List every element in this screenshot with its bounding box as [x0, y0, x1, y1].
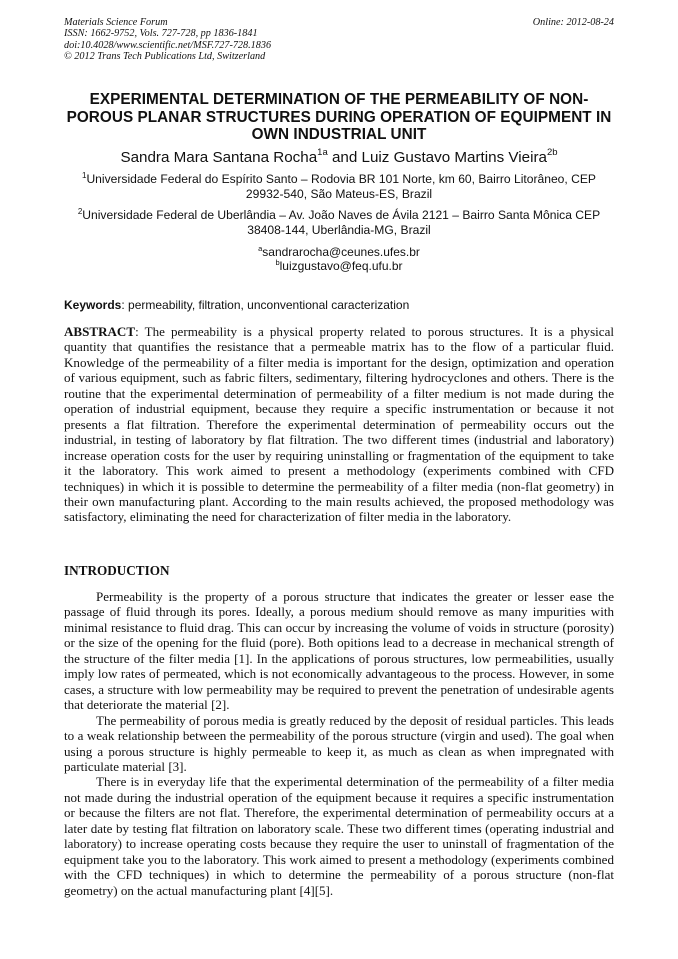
intro-paragraph-3: There is in everyday life that the experimental determination of the permeability of a filter media not made during the industrial operation of the equipment because it requires a specific instrumentation or because the filters are not flat. Therefore, the experimental determination of permeability occurs at a later date by testing flat filtration on laboratory scale. These two different times (operating industrial and laboratory) to increase operating costs because they require the user to uninstall of fragmentation of the equipment take you to the laboratory. This work aimed to present a methodology (experiments combined with the CFD techniques) in which to determine the permeability of a porous structure (non-flat geometry) on the actual manufacturing plant [4][5].	[64, 774, 614, 898]
author-1: Sandra Mara Santana Rocha	[120, 149, 318, 167]
issn-line: ISSN: 1662-9752, Vols. 727-728, pp 1836-1841	[64, 28, 258, 40]
affiliation-1	[62, 172, 616, 203]
author-2: Luiz Gustavo Martins Vieira	[361, 149, 547, 167]
copyright-line: © 2012 Trans Tech Publications Ltd, Switzerland	[64, 51, 266, 63]
affiliation-1-text: Universidade Federal do Espírito Santo – Rodovia BR 101 Norte, km 60, Bairro Litorâneo, CEP 29932-540, São Mateus-ES, Brazil	[86, 172, 596, 202]
intro-paragraph-2: The permeability of porous media is greatly reduced by the deposit of residual particles. This leads to a weak relationship between the permeability of the porous structure (virgin and used). The goal when using a porous structure is highly permeable to keep it, as much as clean as when impregnated with particulate material [3].	[64, 712, 614, 774]
keywords-label: Keywords	[64, 298, 122, 312]
affiliation-2	[62, 208, 616, 239]
author-conjunction: and	[327, 149, 362, 167]
running-header-left	[64, 17, 271, 63]
keywords-text: : permeability, filtration, unconventional caracterization	[121, 298, 410, 312]
email-a	[62, 246, 616, 260]
journal-name: Materials Science Forum	[64, 17, 168, 28]
affiliation-2-text: Universidade Federal de Uberlândia – Av. João Naves de Ávila 2121 – Bairro Santa Mônica CEP 38408-144, Uberlândia-MG, Brazil	[82, 208, 601, 238]
author-line	[64, 148, 614, 166]
email-b	[62, 257, 616, 274]
email-b-address[interactable]: luizgustavo@feq.ufu.br	[279, 258, 403, 273]
affiliation-1-mark: 1	[82, 170, 87, 180]
email-a-mark: a	[258, 244, 263, 253]
intro-paragraph-1: Permeability is the property of a porous structure that indicates the greater or lesser ease the passage of fluid through its pores. Ideally, a porous medium should remove as many impurities with minimal resistance to fluid drag. This can occur by increasing the volume of voids in structure (porosity) or the size of the opening for the fluid (pore). Both opitions lead to a decrease in mechanical strength of the structure of the filter media [1]. In the applications of porous structures, low permeabilities, usually imply low rates of permeated, which is not economically advantageous to the process. However, in some cases, a structure with low permeability may be required to prevent the penetration of undesirable agents that deteriorate the material [2].	[64, 589, 614, 713]
affiliation-2-mark: 2	[77, 206, 83, 216]
paper-title: EXPERIMENTAL DETERMINATION OF THE PERMEABILITY OF NON-POROUS PLANAR STRUCTURES DURING OPERATION OF EQUIPMENT IN OWN INDUSTRIAL UNIT	[66, 91, 612, 143]
doi-line[interactable]: doi:10.4028/www.scientific.net/MSF.727-728.1836	[64, 39, 272, 51]
email-a-address[interactable]: sandrarocha@ceunes.ufes.br	[262, 245, 420, 259]
keywords	[64, 298, 616, 312]
online-date: Online: 2012-08-24	[532, 17, 614, 28]
email-b-mark: b	[275, 257, 280, 267]
introduction-heading: INTRODUCTION	[64, 563, 170, 578]
introduction-body	[64, 589, 614, 898]
abstract-label: ABSTRACT	[64, 324, 136, 339]
abstract-text: : The permeability is a physical property related to porous structures. It is a physical quantity that quantifies the resistance that a permeable matrix has to the flow of a particular fluid. Knowledge of the permeability of a filter media is important for the design, optimization and operation of various equipment, such as fabric filters, sedimentary, filtering hydrocyclones and others. There is the routine that the experimental determination of permeability of a filter medium is not made during the operation of industrial equipment, because they require a specific instrumentation or because it not presents a flat filtration. Therefore the experimental determination of permeability occurs out the industrial, in testing of laboratory by flat filtration. The two different times (industrial and laboratory) increase operation costs for the user by requiring uninstalling or fragmentation of the equipment to take it the laboratory. This work aimed to present a methodology (experiments combined with CFD techniques) in which it is possible to determine the permeability of a filter media (non-flat geometry) in their own manufacturing plant. According to the main results achieved, the proposed methodology was satisfactory, eliminating the need for characterization of filter media in the laboratory.	[64, 324, 614, 525]
author-1-affiliation-mark: 1a	[317, 147, 328, 158]
abstract	[64, 324, 614, 525]
author-2-affiliation-mark: 2b	[546, 147, 558, 158]
author-emails	[62, 246, 616, 274]
